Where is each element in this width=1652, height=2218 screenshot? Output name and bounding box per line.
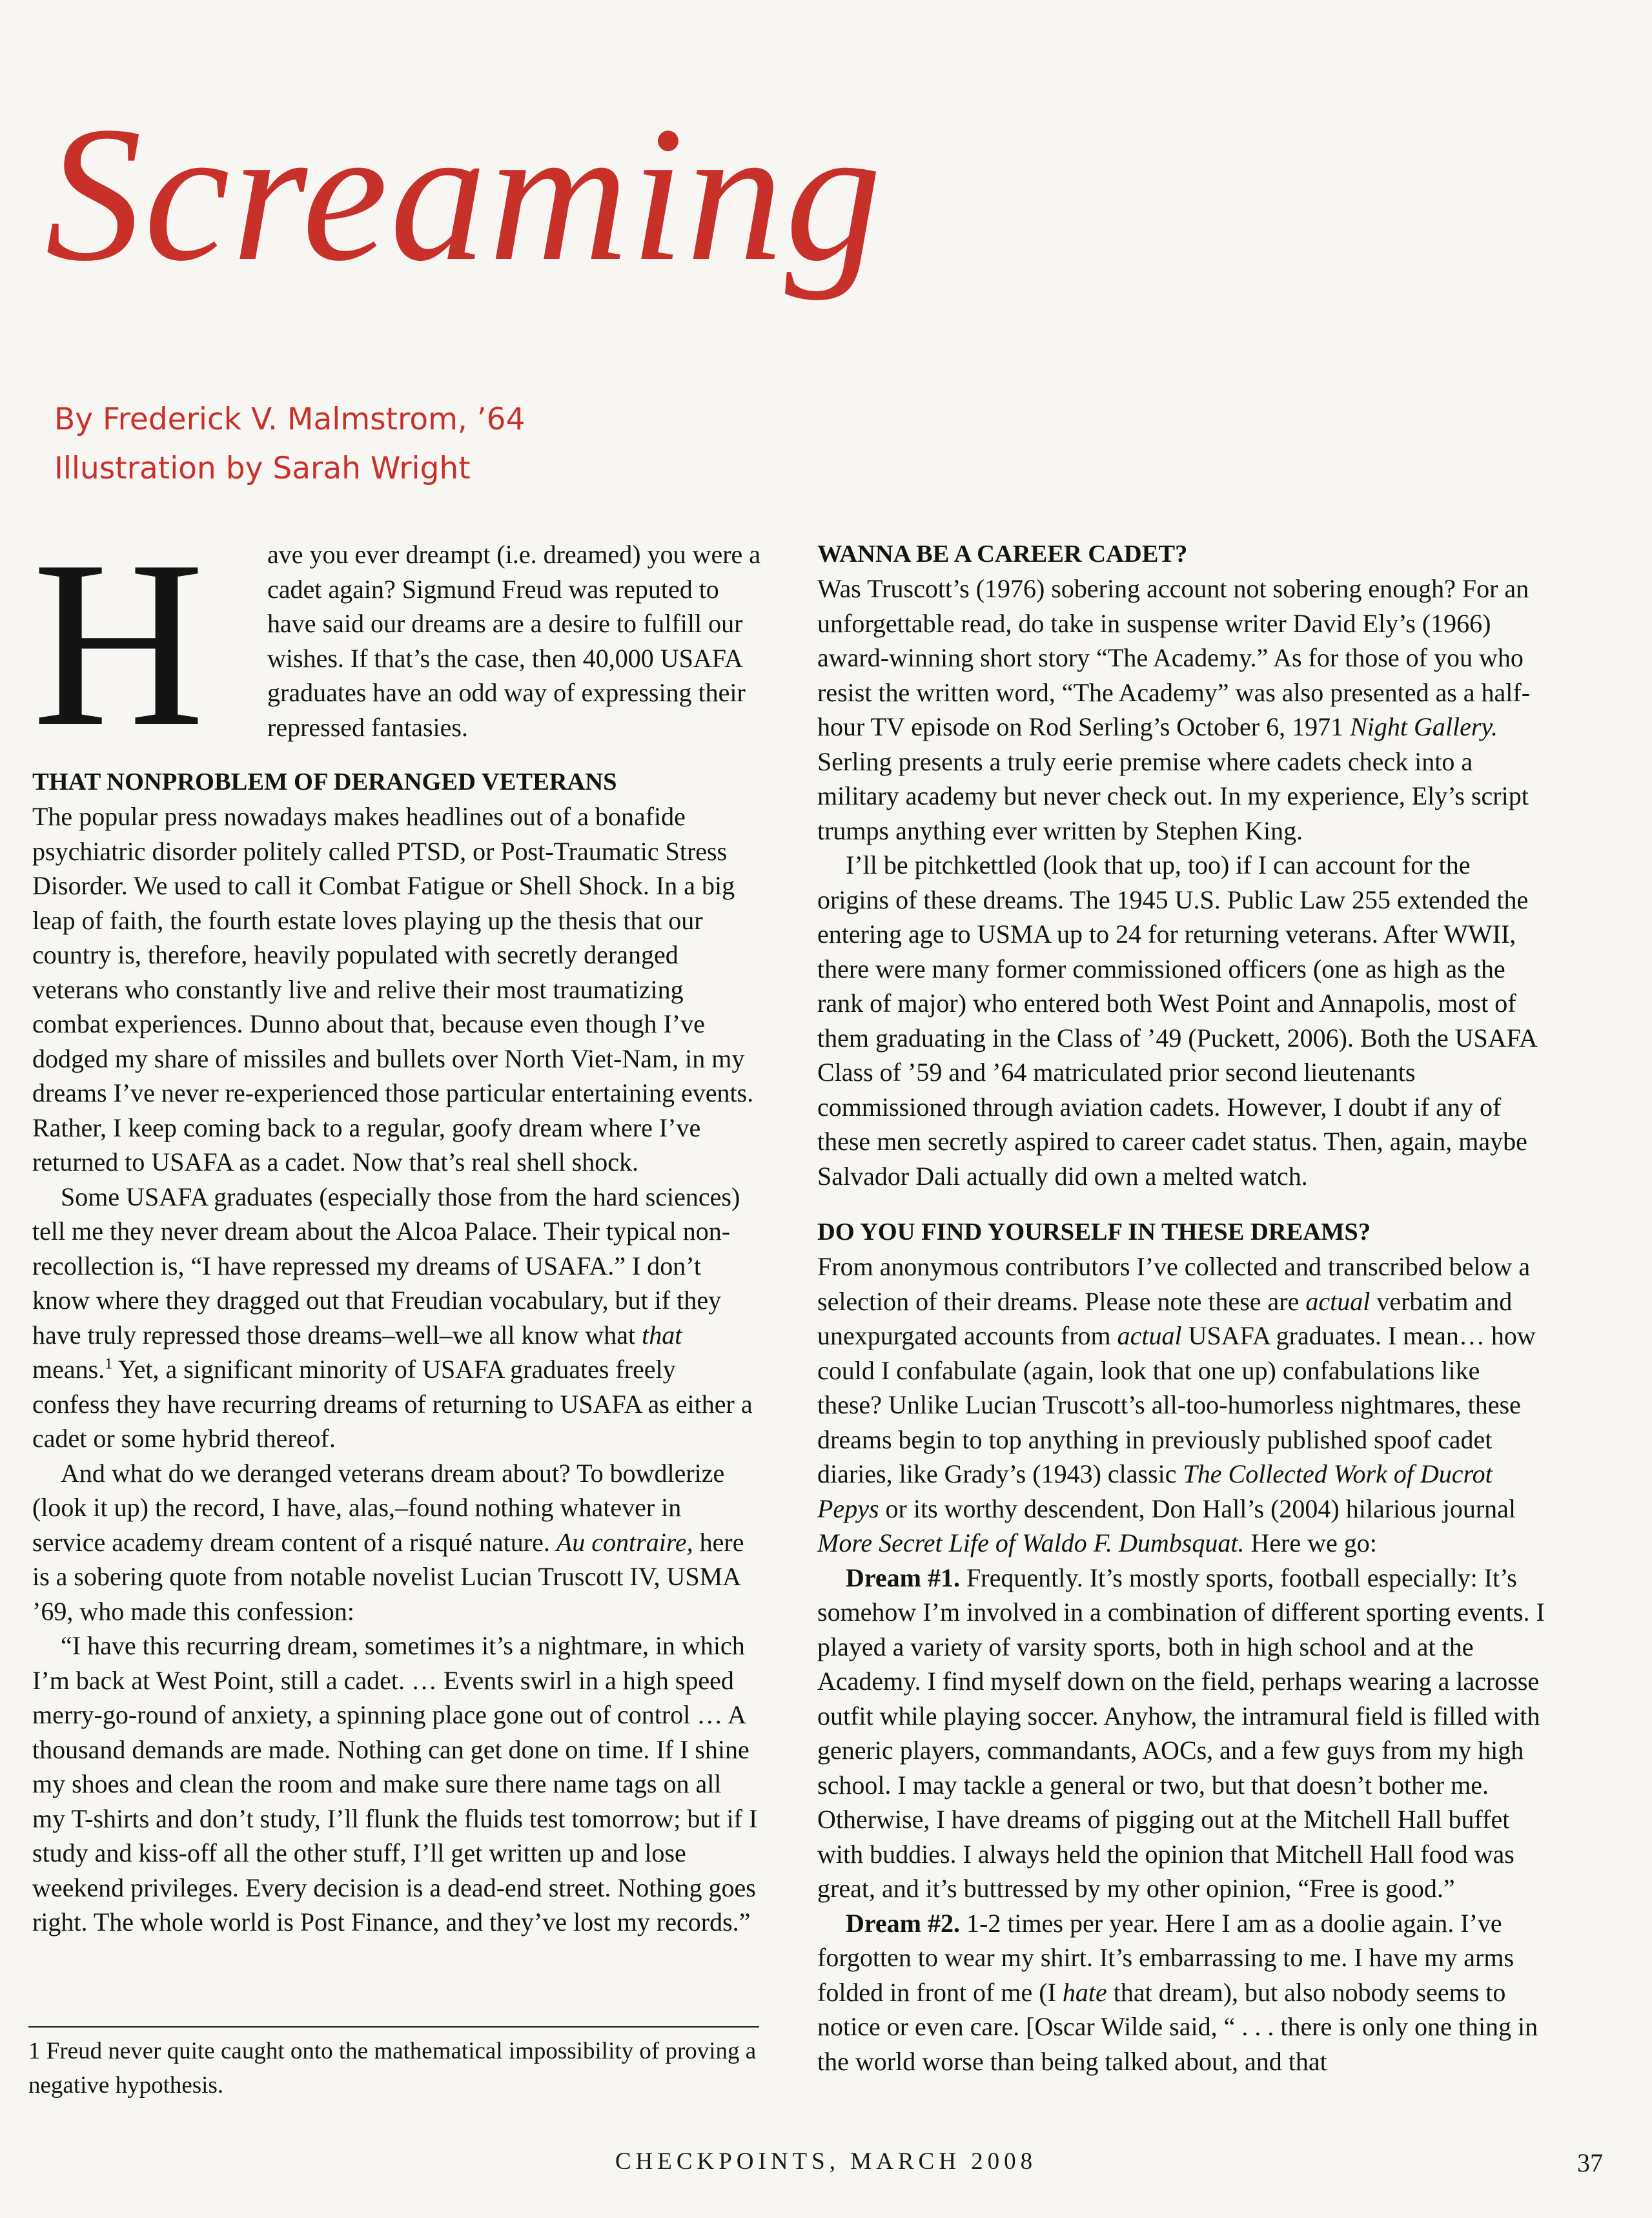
left-column bbox=[32, 511, 761, 1940]
article-title: Screaming bbox=[45, 87, 884, 301]
body-paragraph: And what do we deranged veterans dream about? To bowdlerize (look it up) the record, I have, alas,–found nothing whatever in service academy dream content of a risqué nature. Au contraire, here is a sobering quote from notable novelist Lucian Truscott IV, USMA ’69, who made this confession: bbox=[32, 1458, 744, 1626]
body-paragraph: From anonymous contributors I’ve collected and transcribed below a selection of their dreams. Please note these are actual verbatim and unexpurgated accounts from actual USAFA graduates. I mean… how could I confabulate (again, look that one up) confabulations like these? Unlike Lucian Truscott’s all-too-humorless nightmares, these dreams begin to top anything in previously published spoof cadet diaries, like Grady’s (1943) classic The Collected Work of Ducrot Pepys or its worthy descendent, Don Hall’s (2004) hilarious journal More Secret Life of Waldo F. Dumbsquat. Here we go: bbox=[817, 1252, 1536, 1557]
section-heading-career-cadet: WANNA BE A CAREER CADET? bbox=[817, 540, 1188, 568]
page-number: 37 bbox=[1577, 2148, 1603, 2177]
drop-cap: H bbox=[32, 511, 205, 776]
footnote-divider bbox=[28, 2026, 759, 2028]
footnote-ref: 1 bbox=[105, 1355, 113, 1373]
dream-label: Dream #1. bbox=[846, 1563, 960, 1592]
dream-entry: Dream #1. Frequently. It’s mostly sports, football especially: It’s somehow I’m involved in a combination of different sporting events. I played a variety of varsity sports, both in high school and at the Academy. I find myself down on the field, perhaps wearing a lacrosse outfit while playing soccer. Anyhow, the intramural field is filled with generic players, commandants, AOCs, and a few guys from my high school. I may tackle a general or two, but that doesn’t bother me. Otherwise, I have dreams of pigging out at the Mitchell Hall buffet with buddies. I always held the opinion that Mitchell Hall food was great, and it’s buttressed by my other opinion, “Free is good.” bbox=[817, 1563, 1545, 1903]
byline bbox=[54, 395, 525, 493]
lead-paragraph bbox=[32, 511, 761, 776]
body-paragraph: Was Truscott’s (1976) sobering account not sobering enough? For an unforgettable read, do take in suspense writer David Ely’s (1966) award-winning short story “The Academy.” As for those of you who resist the written word, “The Academy” was also presented as a half-hour TV episode on Rod Serling’s October 6, 1971 Night Gallery. Serling presents a truly eerie premise where cadets check into a military academy but never check out. In my experience, Ely’s script trumps anything ever written by Stephen King. bbox=[817, 574, 1531, 845]
section-heading-deranged-veterans: THAT NONPROBLEM OF DERANGED VETERANS bbox=[32, 768, 617, 796]
body-paragraph: Some USAFA graduates (especially those from the hard sciences) tell me they never dream about the Alcoa Palace. Their typical non-recollection is, “I have repressed my dreams of USAFA.” I don’t know where they dragged out that Freudian vocabulary, but if they have truly repressed those dreams–well–we all know what that means.$^1$ Yet, a significant minority of USAFA graduates freely confess they have recurring dreams of returning to USAFA as either a cadet or some hybrid thereof. bbox=[32, 1182, 753, 1453]
footnote-number: 1 bbox=[28, 2038, 41, 2064]
author-credit: By Frederick V. Malmstrom, ’64 bbox=[54, 402, 525, 437]
intro-text: ave you ever dreampt (i.e. dreamed) you were a cadet again? Sigmund Freud was reputed to have said our dreams are a desire to fulfill our wishes. If that’s the case, then 40,000 USAFA graduates have an odd way of expressing their repressed fantasies. bbox=[267, 540, 761, 742]
illustration-credit: Illustration by Sarah Wright bbox=[54, 451, 471, 486]
right-column bbox=[817, 537, 1547, 2079]
footnote: 1 Freud never quite caught onto the mathematical impossibility of proving a negative hypothesis. bbox=[28, 2038, 757, 2099]
body-paragraph: The popular press nowadays makes headlines out of a bonafide psychiatric disorder politely called PTSD, or Post-Traumatic Stress Disorder. We used to call it Combat Fatigue or Shell Shock. In a big leap of faith, the fourth estate loves playing up the thesis that our country is, therefore, heavily populated with secretly deranged veterans who constantly live and relive their most traumatizing combat experiences. Dunno about that, because even though I’ve dodged my share of missiles and bullets over North Viet-Nam, in my dreams I’ve never re-experienced those particular entertaining events. Rather, I keep coming back to a regular, goofy dream where I’ve returned to USAFA as a cadet. Now that’s real shell shock. bbox=[32, 802, 754, 1176]
section-heading-dreams: DO YOU FIND YOURSELF IN THESE DREAMS? bbox=[817, 1218, 1371, 1246]
block-quote: “I have this recurring dream, sometimes it’s a nightmare, in which I’m back at West Point, still a cadet. … Events swirl in a high speed merry-go-round of anxiety, a spinning place gone out of control … A thousand demands are made. Nothing can get done on time. If I shine my shoes and clean the room and make sure there name tags on all my T-shirts and don’t study, I’ll flunk the fluids test tomorrow; but if I study and kiss-off all the other stuff, I’ll get written up and lose weekend privileges. Every decision is a dead-end street. Nothing goes right. The whole world is Post Finance, and they’ve lost my records.” bbox=[32, 1631, 758, 1936]
body-paragraph: I’ll be pitchkettled (look that up, too) if I can account for the origins of these dreams. The 1945 U.S. Public Law 255 extended the entering age to USMA up to 24 for returning veterans. After WWII, there were many former commissioned officers (one as high as the rank of major) who entered both West Point and Annapolis, most of them graduating in the Class of ’49 (Puckett, 2006). Both the USAFA Class of ’59 and ’64 matriculated prior second lieutenants commissioned through aviation cadets. However, I doubt if any of these men secretly aspired to career cadet status. Then, again, maybe Salvador Dali actually did own a melted watch. bbox=[817, 850, 1536, 1191]
dream-entry: Dream #2. 1-2 times per year. Here I am as a doolie again. I’ve forgotten to wear my shirt. It’s embarrassing to me. I have my arms folded in front of me (I hate that dream), but also nobody seems to notice or even care. [Oscar Wilde said, “ . . . there is only one thing in the world worse than being talked about, and that bbox=[817, 1908, 1538, 2076]
dream-label: Dream #2. bbox=[846, 1908, 960, 1938]
publication-footer: CHECKPOINTS, MARCH 2008 bbox=[615, 2148, 1037, 2175]
